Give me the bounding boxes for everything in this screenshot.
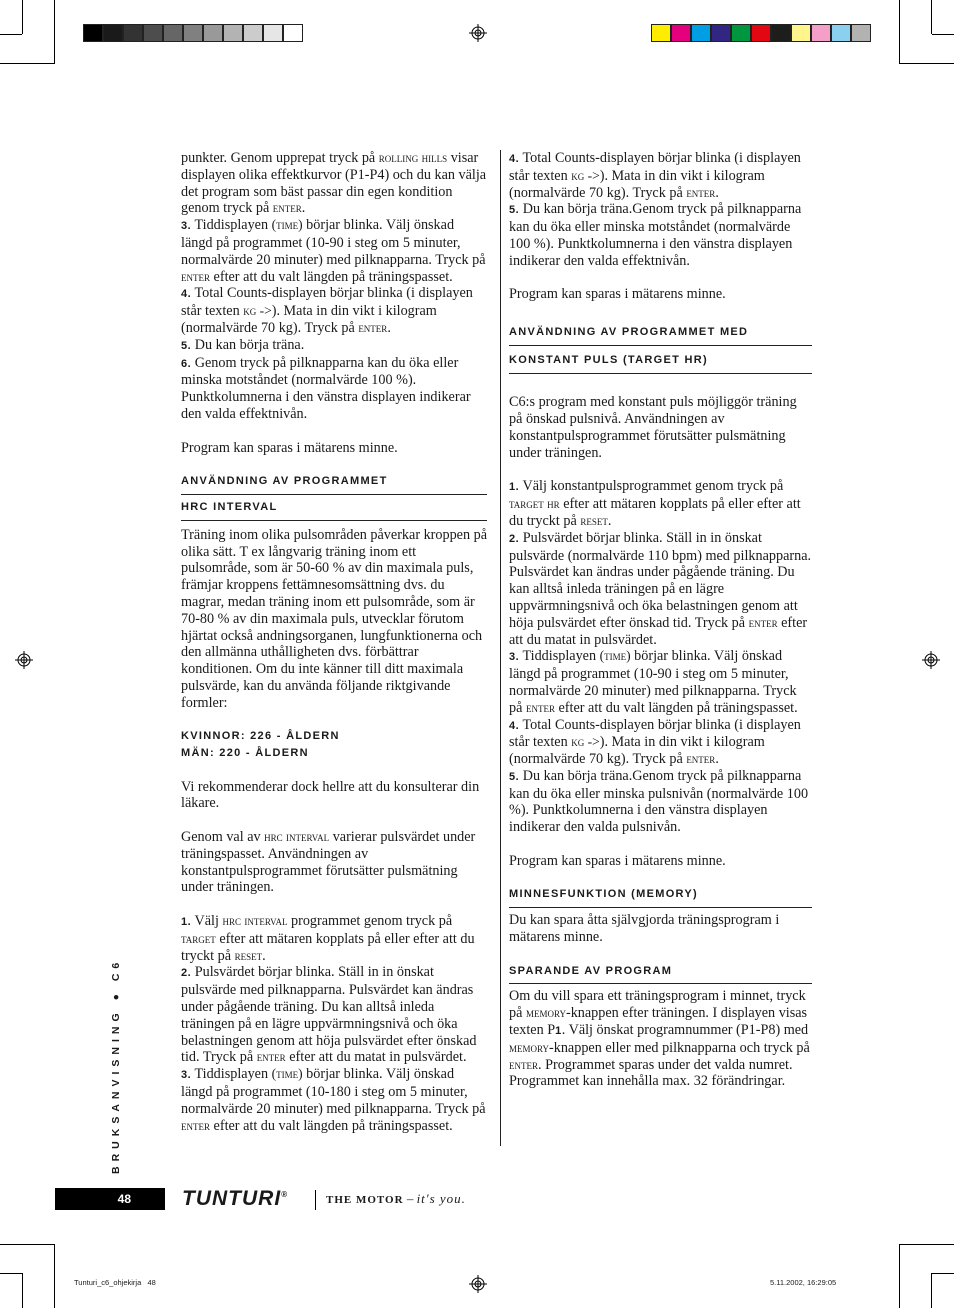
- color-swatch: [711, 24, 731, 42]
- footer-divider: [315, 1190, 316, 1210]
- color-swatch: [811, 24, 831, 42]
- section-subheading: KONSTANT PULS (TARGET HR): [509, 352, 812, 374]
- brand-logo: TUNTURI®: [182, 1187, 289, 1210]
- color-swatch: [671, 24, 691, 42]
- step-4: 4. Total Counts-displayen börjar blinka (i displayen står texten kg ->). Mata in din vikt i kilogram (normalvärde 70 kg). Tryck på enter.: [509, 150, 801, 201]
- column-divider: [500, 150, 501, 1146]
- gray-swatch: [103, 24, 123, 42]
- registration-target-icon: [469, 24, 487, 42]
- save-note: Program kan sparas i mätarens minne.: [509, 286, 726, 303]
- gray-swatch: [163, 24, 183, 42]
- step-5: 5. Du kan börja träna.: [181, 336, 305, 353]
- gray-swatch: [243, 24, 263, 42]
- memory-paragraph: Du kan spara åtta självgjorda träningsprogram i mätarens minne.: [509, 912, 780, 946]
- formula-men: MÄN: 220 - ÅLDERN: [181, 747, 309, 760]
- save-program-heading: SPARANDE AV PROGRAM: [509, 963, 812, 985]
- side-label: BRUKSANVISNING ● C6: [110, 957, 122, 1174]
- save-note: Program kan sparas i mätarens minne.: [509, 852, 726, 869]
- step-5: 5. Du kan börja träna.Genom tryck på pilknapparna kan du öka eller minska motståndet (normalvärde 100 %). Punktkolumnerna i den vänstra displayen indikerar den valda effektnivån.: [509, 201, 802, 269]
- target-hr-intro: C6:s program med konstant puls möjliggör träning på önskad pulsnivå. Användningen av konstantpulsprogrammet förutsätter pulsmätning under träningen.: [509, 394, 797, 461]
- hrc-intro-paragraph: Träning inom olika pulsområden påverkar kroppen på olika sätt. T ex långvarig träning inom ett pulsområde, som är 50-60 % av din maximala puls, främjar kroppens fettämnesomsättning dvs. du magrar, medan träning inom ett pulsområde, som är 70-80 % av din maximala puls, utvecklar förutom hjärtat också andningsorganen, lungfunktionerna och den allmänna uthålligheten dvs. förbättrar konditionen. Om du inte känner till ditt maximala pulsvärde, kan du använda följande riktgivande formler:: [181, 526, 488, 711]
- memory-heading: MINNESFUNKTION (MEMORY): [509, 886, 812, 908]
- target-step-4: 4. Total Counts-displayen börjar blinka (i displayen står texten kg ->). Mata in din vikt i kilogram (normalvärde 70 kg). Tryck på enter.: [509, 716, 801, 768]
- section-heading: ANVÄNDNING AV PROGRAMMET: [181, 473, 487, 495]
- gray-swatch: [183, 24, 203, 42]
- gray-swatch: [83, 24, 103, 42]
- step-4: 4. Total Counts-displayen börjar blinka (i displayen står texten kg ->). Mata in din vikt i kilogram (normalvärde 70 kg). Tryck på enter.: [181, 285, 473, 336]
- color-swatch: [691, 24, 711, 42]
- hrc-step-2: 2. Pulsvärdet börjar blinka. Ställ in in önskat pulsvärde med pilknapparna. Pulsvärdet kan ändras under pågående träning. Du kan alltså inleda träningen på en lägre uppvärmningsnivå och öka belastningen genom att höja pulsvärdet efter önskad tid. Tryck på enter efter att du matat in pulsvärdet.: [181, 964, 477, 1066]
- right-column: [509, 150, 812, 1090]
- gray-swatch: [263, 24, 283, 42]
- page-number-bar: [55, 1188, 165, 1210]
- target-step-2: 2. Pulsvärdet börjar blinka. Ställ in in önskat pulsvärde (normalvärde 110 bpm) med pilknapparna. Pulsvärdet kan ändras under pågående träning. Du kan alltså inleda träningen på en lägre uppvärmningsnivå och öka belastningen genom att höja pulsvärdet efter önskad tid. Tryck på enter efter att du matat in pulsvärdet.: [509, 529, 812, 648]
- save-note: Program kan sparas i mätarens minne.: [181, 439, 398, 456]
- hrc-step-3: 3. Tiddisplayen (time) börjar blinka. Välj önskad längd på programmet (10-180 i steg om 5 minuter, normalvärde 20 minuter) med pilknapparna. Tryck på enter efter att du valt längden på träningspasset.: [181, 1066, 486, 1134]
- gray-swatch: [203, 24, 223, 42]
- gray-swatch: [123, 24, 143, 42]
- color-swatch: [831, 24, 851, 42]
- color-swatch: [751, 24, 771, 42]
- intro-paragraph: punkter. Genom upprepat tryck på rolling hills visar displayen olika effektkurvor (P1-P4) och du kan välja det program som bäst passar din egen kondition genom tryck på enter.: [181, 150, 487, 217]
- section-heading: ANVÄNDNING AV PROGRAMMET MED: [509, 324, 812, 346]
- color-swatch: [731, 24, 751, 42]
- target-step-3: 3. Tiddisplayen (time) börjar blinka. Välj önskad längd på programmet (10-90 i steg om 5 minuter, normalvärde 20 minuter) med pilknapparna. Tryck på enter efter att du valt längden på träningspasset.: [509, 648, 798, 716]
- color-swatch: [771, 24, 791, 42]
- hrc-step-1: 1. Välj hrc interval programmet genom tryck på target efter att mätaren kopplats på eller efter att du tryckt på reset.: [181, 913, 475, 964]
- target-step-5: 5. Du kan börja träna.Genom tryck på pilknapparna kan du öka eller minska pulsnivån (normalvärde 100 %). Punktkolumnerna i den vänstra displayen indikerar den valda pulsnivån.: [509, 767, 809, 836]
- slug-filename: Tunturi_c6_ohjekirja 48: [74, 1278, 156, 1287]
- step-3: 3. Tiddisplayen (time) börjar blinka. Välj önskad längd på programmet (10-90 i steg om 5 minuter, normalvärde 20 minuter) med pilknapparna. Tryck på enter efter att du valt längden på träningspasset.: [181, 217, 486, 285]
- target-step-1: 1. Välj konstantpulsprogrammet genom tryck på target hr efter att mätaren kopplats på eller efter att du tryckt på reset.: [509, 478, 801, 529]
- left-column: [181, 150, 487, 1134]
- save-program-paragraph: Om du vill spara ett träningsprogram i minnet, tryck på memory-knappen efter träningen. I displayen visas texten P1. Välj önskat programnummer (P1-P8) med memory-knappen eller med pilknapparna och tryck på enter. Programmet sparas under det valda numret. Programmet kan innehålla max. 32 förändringar.: [509, 988, 810, 1090]
- registration-target-icon: [922, 651, 940, 669]
- registration-target-icon: [15, 651, 33, 669]
- doctor-note: Vi rekommenderar dock hellre att du konsulterar din läkare.: [181, 778, 480, 812]
- color-swatch: [791, 24, 811, 42]
- color-swatch: [651, 24, 671, 42]
- section-subheading: HRC INTERVAL: [181, 499, 487, 521]
- slug-datetime: 5.11.2002, 16:29:05: [770, 1278, 837, 1287]
- gray-swatch: [143, 24, 163, 42]
- formula-women: KVINNOR: 226 - ÅLDERN: [181, 730, 340, 743]
- gray-swatch: [283, 24, 303, 42]
- gray-swatch: [223, 24, 243, 42]
- tagline: THE MOTOR – it's you.: [326, 1191, 466, 1206]
- color-swatch: [851, 24, 871, 42]
- page-number: 48: [117, 1192, 131, 1206]
- step-6: 6. Genom tryck på pilknapparna kan du öka eller minska motståndet (normalvärde 100 %). Punktkolumnerna i den vänstra displayen indikerar den valda effektnivån.: [181, 354, 471, 422]
- hrc-description: Genom val av hrc interval varierar pulsvärdet under träningspasset. Användningen av konstantpulsprogrammet förutsätter pulsmätning under träningen.: [181, 829, 476, 896]
- registration-target-icon: [469, 1275, 487, 1293]
